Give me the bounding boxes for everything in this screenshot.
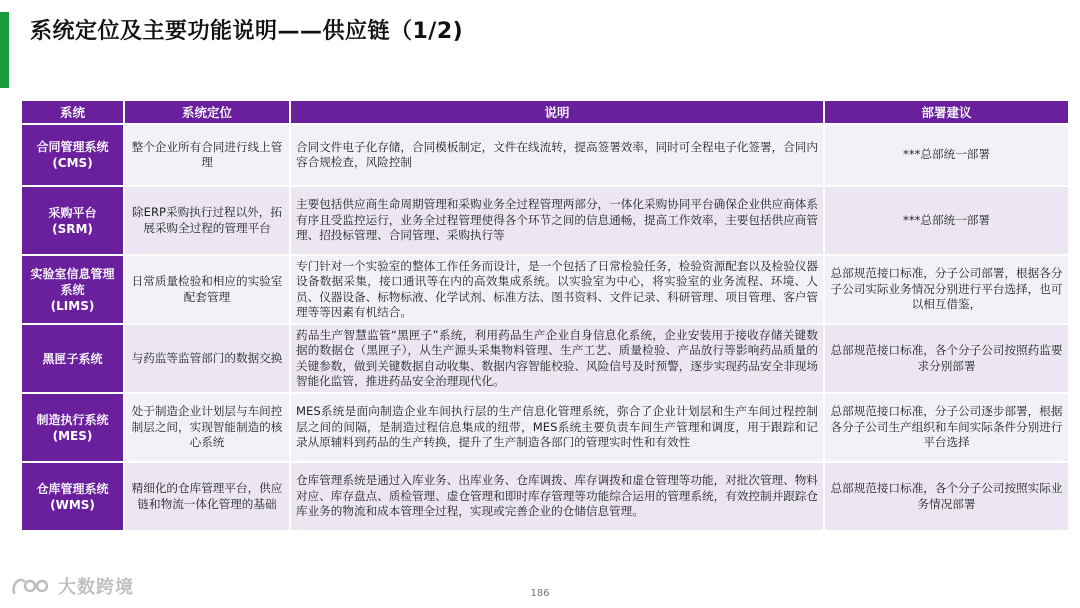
table-row — [22, 187, 1068, 254]
system-name: 黑匣子系统 — [42, 351, 103, 366]
table-header-row — [22, 101, 1068, 123]
system-name: 制造执行系统 — [36, 412, 109, 427]
deployment-suggestion-cell: 总部规范接口标准，分子公司部署，根据各分子公司实际业务情况分别进行平台选择，也可以相互借鉴， — [825, 256, 1068, 323]
accent-bar — [0, 12, 9, 88]
deployment-suggestion-cell: 总部规范接口标准，各个分子公司按照实际业务情况部署 — [825, 463, 1068, 530]
system-name: 采购平台 — [48, 205, 97, 220]
system-description-cell: 药品生产智慧监管“黑匣子”系统，利用药品生产企业自身信息化系统，企业安装用于接收存储关键数据的数据仓（黑匣子），从生产源头采集物料管理、生产工艺、质量检验、产品放行等影响药品质量的关键参数，做到关键数据自动收集、数据内容智能校验、风险信号及时预警，逐步实现药品安全非现场智能化监管，推进药品安全治理现代化。 — [291, 325, 823, 392]
page-number: 186 — [530, 588, 550, 599]
deployment-suggestion-cell: 总部规范接口标准，各个分子公司按照药监要求分别部署 — [825, 325, 1068, 392]
system-code: (WMS) — [50, 497, 95, 512]
table-row — [22, 394, 1068, 461]
system-code: (LIMS) — [50, 298, 95, 313]
deployment-suggestion-cell: 总部规范接口标准，分子公司逐步部署，根据各分子公司生产组织和车间实际条件分别进行平台选择 — [825, 394, 1068, 461]
system-position-cell: 与药监等监管部门的数据交换 — [125, 325, 289, 392]
system-description-cell: 专门针对一个实验室的整体工作任务而设计，是一个包括了日常检验任务，检验资源配套以及检验仪器设备数据采集，接口通讯等在内的高效集成系统。以实验室为中心，将实验室的业务流程、环境、人员、仪器设备、标物标液、化学试剂、标准方法、图书资料、文件记录、科研管理、项目管理、客户管理等等因素有机结合。 — [291, 256, 823, 323]
system-name-cell — [22, 463, 123, 530]
system-name-cell — [22, 325, 123, 392]
column-header-system: 系统 — [22, 101, 123, 123]
table-row — [22, 463, 1068, 530]
system-name-cell — [22, 125, 123, 185]
system-name-cell — [22, 256, 123, 323]
system-description-cell: 合同文件电子化存储，合同模板制定，文件在线流转，提高签署效率，同时可全程电子化签署，合同内容合规检查，风险控制 — [291, 125, 823, 185]
system-name: 仓库管理系统 — [36, 481, 109, 496]
system-position-cell: 日常质量检验和相应的实验室配套管理 — [125, 256, 289, 323]
table-row — [22, 256, 1068, 323]
column-header-deployment: 部署建议 — [825, 101, 1068, 123]
column-header-description: 说明 — [291, 101, 823, 123]
deployment-suggestion-cell: ***总部统一部署 — [825, 187, 1068, 254]
system-name-cell — [22, 187, 123, 254]
page-title: 系统定位及主要功能说明——供应链（1/2) — [30, 19, 464, 44]
logo-text: 大数跨境 — [58, 577, 134, 598]
system-name: 合同管理系统 — [36, 140, 109, 154]
column-header-position: 系统定位 — [125, 101, 289, 123]
system-description-cell: MES系统是面向制造企业车间执行层的生产信息化管理系统，弥合了企业计划层和生产车间过程控制层之间的间隔，是制造过程信息集成的纽带，MES系统主要负责车间生产管理和调度，用于跟踪和记录从原辅料到药品的生产转换，提升了生产制造各部门的管理实时性和有效性 — [291, 394, 823, 461]
deployment-suggestion-cell: ***总部统一部署 — [825, 125, 1068, 185]
system-name-cell — [22, 394, 123, 461]
system-name: 实验室信息管理系统 — [30, 266, 115, 297]
system-code: (SRM) — [52, 221, 93, 236]
supply-chain-table — [20, 99, 1070, 532]
system-code: (MES) — [52, 428, 93, 443]
system-position-cell: 处于制造企业计划层与车间控制层之间，实现智能制造的核心系统 — [125, 394, 289, 461]
system-position-cell: 整个企业所有合同进行线上管理 — [125, 125, 289, 185]
system-description-cell: 主要包括供应商生命周期管理和采购业务全过程管理两部分，一体化采购协同平台确保企业供应商体系有序且受监控运行，业务全过程管理使得各个环节之间的信息通畅，提高工作效率，主要包括供应商管理、招投标管理、合同管理、采购执行等 — [291, 187, 823, 254]
system-position-cell: 除ERP采购执行过程以外，拓展采购全过程的管理平台 — [125, 187, 289, 254]
table-row — [22, 325, 1068, 392]
system-description-cell: 仓库管理系统是通过入库业务、出库业务、仓库调拨、库存调拨和虚仓管理等功能，对批次管理、物料对应、库存盘点、质检管理、虚仓管理和即时库存管理等功能综合运用的管理系统，有效控制并跟踪仓库业务的物流和成本管理全过程，实现或完善企业的仓储信息管理。 — [291, 463, 823, 530]
system-position-cell: 精细化的仓库管理平台，供应链和物流一体化管理的基础 — [125, 463, 289, 530]
system-code: (CMS) — [52, 156, 93, 170]
table-row — [22, 125, 1068, 185]
